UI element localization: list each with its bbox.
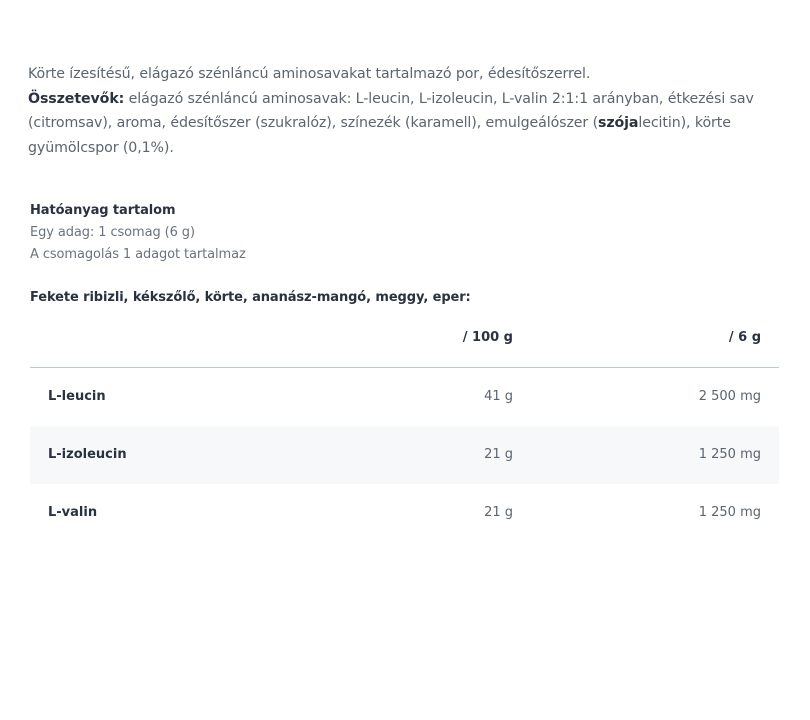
table-header	[30, 318, 779, 368]
row-per-6g: 1 250 mg	[698, 505, 761, 520]
row-per-100g: 41 g	[484, 389, 513, 404]
nutrition-table	[30, 318, 779, 542]
row-name: L-leucin	[48, 389, 106, 404]
active-ingredients-title: Hatóanyag tartalom	[30, 203, 176, 218]
ingredients-label: Összetevők:	[28, 90, 125, 107]
ingredients-text-end: lecitin), körte gyümölcspor (0,1%).	[28, 115, 731, 156]
row-per-100g: 21 g	[484, 505, 513, 520]
row-name: L-valin	[48, 505, 98, 520]
table-row	[30, 484, 779, 542]
table-row	[30, 368, 779, 426]
package-contents: A csomagolás 1 adagot tartalmaz	[30, 247, 246, 262]
header-per-6g: / 6 g	[728, 330, 761, 345]
table-row	[30, 426, 779, 484]
flavours-list: Fekete ribizli, kékszőlő, körte, ananász-mangó, meggy, eper:	[30, 290, 471, 305]
description-intro: Körte ízesítésű, elágazó szénláncú aminosavakat tartalmazó por, édesítőszerrel.	[28, 66, 591, 82]
product-description	[28, 62, 768, 160]
allergen-highlight: szója	[598, 115, 639, 131]
row-per-100g: 21 g	[484, 447, 513, 462]
header-per-100g: / 100 g	[462, 330, 513, 345]
row-per-6g: 1 250 mg	[698, 447, 761, 462]
ingredients-text: elágazó szénláncú aminosavak: L-leucin, L-izoleucin, L-valin 2:1:1 arányban, étkezési sav (citromsav), aroma, édesítőszer (szukralóz), színezék (karamell), emulgeálószer (	[28, 90, 754, 131]
serving-size: Egy adag: 1 csomag (6 g)	[30, 225, 195, 240]
row-name: L-izoleucin	[48, 447, 127, 462]
row-per-6g: 2 500 mg	[698, 389, 761, 404]
